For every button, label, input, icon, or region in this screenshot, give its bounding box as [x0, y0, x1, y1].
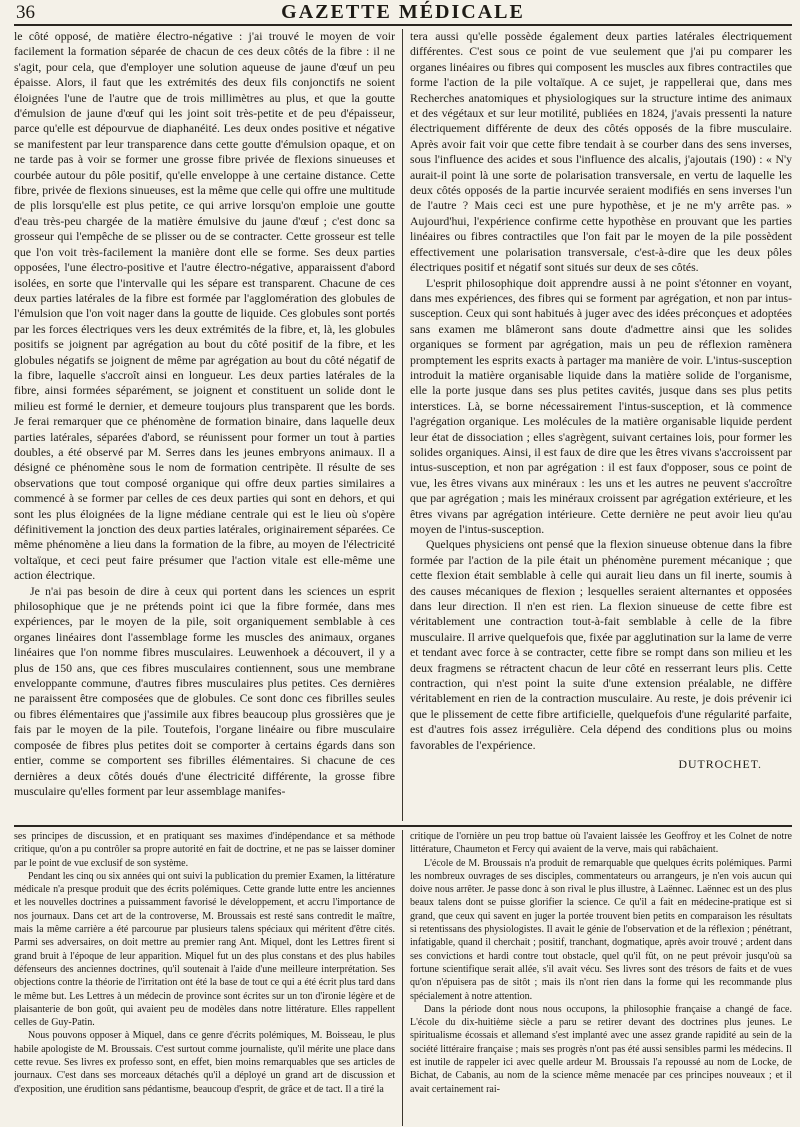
section-divider [14, 825, 792, 827]
review-column-left [14, 830, 403, 1126]
page-number: 36 [16, 2, 35, 23]
paragraph: critique de l'ornière un peu trop battue où l'avaient laissée les Geoffroy et les Colnet de notre littérature, Chaumeton et Fercy qui avaient de la verve, mais qui rabâchaient. [410, 831, 792, 856]
paragraph: tera aussi qu'elle possède également deux parties latérales électriquement différentes. C'est sous ce point de vue seulement que j'ai pu comparer les organes linéaires ou fibres qui composent les muscles aux fibres contractiles que forme l'action de la pile voltaïque. A ce sujet, je rappellerai que, dans mes Recherches anatomiques et physiologiques sur la structure intime des animaux et des végétaux et sur leur motilité, publiées en 1824, j'avais pressenti la nature électriquement différente de deux des côtés opposés de la fibre musculaire. Après avoir fait voir que cette fibre tendait à se courber dans des sens inverses, sous l'influence des acides et sous l'influence des alcalis, j'ajoutais (190) : « N'y aurait-il point là une sorte de polarisation transversale, en vertu de laquelle les deux côtés opposés de la partie incurvée seraient modifiés en sens inverses l'un de l'autre ? Mais ceci est une pure hypothèse, et je ne m'y arrête pas. » Aujourd'hui, l'expérience confirme cette hypothèse en prouvant que les parties linéaires ou fibres contractiles que l'on fait par le moyen de la pile possèdent effectivement une polarisation transversale, c'est-à-dire que les deux pôles électriques positif et négatif sont situés sur deux de ses côtés. [410, 29, 792, 275]
page-header [14, 0, 792, 26]
journal-title: GAZETTE MÉDICALE [281, 1, 525, 23]
article-column-left [14, 29, 403, 821]
paragraph: ses principes de discussion, et en pratiquant ses maximes d'indépendance et sa méthode critique, qu'on a pu contrôler sa propre autorité en fait de doctrine, et ne pas se laisser dominer par le point de vue exclusif de son système. [14, 831, 395, 869]
article-section [14, 29, 792, 821]
paragraph: Nous pouvons opposer à Miquel, dans ce genre d'écrits polémiques, M. Boisseau, le plus habile apologiste de M. Broussais. C'est surtout comme journaliste, qu'il mérite une place dans cette revue. Ses livres ex professo sont, en effet, bien moins remarquables que ses articles de journaux. C'est dans ses morceaux détachés qu'il a déployé un grand art de discussion et d'exposition, une érudition sans pédantisme, beaucoup d'esprit, de grâce et de tact. Il a tiré la [14, 1030, 395, 1095]
paragraph: L'esprit philosophique doit apprendre aussi à ne point s'étonner en voyant, dans mes expériences, des fibres qui se forment par agrégation, et non par intus-susception. Ceux qui sont habitués à juger avec des idées préconçues et adoptées sans examen me blâmeront sans doute d'admettre ainsi que les solides organiques se forment par agrégation, mais un peu de réflexion ramènera promptement les esprits exacts à partager ma manière de voir. L'intus-susception introduit la matière organisable liquide dans la matière solide de l'organisme, elle la porte jusque dans ses plus petites cavités, jusque dans ses plus petits interstices. Là, se borne nécessairement l'intus-susception, et là commence l'agrégation organique. Les molécules de la matière organisable liquide perdent leur état de dissociation ; elles s'agrègent, suivant certaines lois, pour former les solides organiques. Ainsi, il est faux de dire que les êtres vivans s'accroissent par intus-susception, et non par agrégation : il est faux d'opposer, sous ce point de vue, les êtres vivans aux minéraux : les uns et les autres ne peuvent s'accroître que par agrégation ; mais les minéraux croissent par agrégation extérieure, et les êtres vivans par agrégation intérieure. Cette dernière ne peut avoir lieu qu'au moyen de l'intus-susception. [410, 275, 792, 536]
paragraph: Je n'ai pas besoin de dire à ceux qui portent dans les sciences un esprit philosophique que je ne prétends point ici que la fibre formée, dans mes expériences, par le moyen de la pile, soit organiquement semblable à ces organes linéaires dont l'assemblage forme les muscles des animaux, organes linéaires que l'on nomme fibres musculaires. Leuwenhoek a découvert, il y a plus de 150 ans, que ces fibres musculaires contiennent, sous une membrane enveloppante commune, d'autres fibres musculaires plus petites. Ces dernières ne paraissent être composées que de globules. Ce sont donc ces fibrilles seules ou fibres élémentaires que j'assimile aux fibres beaucoup plus grossières que je fais par le moyen de la pile. Toutefois, l'organe linéaire ou fibre musculaire composée de fibres plus petites doit se comporter à certains égards dans son entier, comme se comportent ses fibrilles élémentaires. Si chacune de ces dernières a deux côtés doués d'une électricité différente, la grosse fibre musculaire qu'elles forment par leur assemblage manifes- [14, 583, 395, 798]
paragraph: L'école de M. Broussais n'a produit de remarquable que quelques écrits polémiques. Parmi les nombreux ouvrages de ses disciples, commentateurs ou arrangeurs, je n'en vois aucun qui doive nous arrêter. Je passe donc à son rival le plus illustre, à Laënnec. Laënnec est un des plus beaux talens dont se puisse glorifier la science. Ce qu'il a fait en médecine-pratique est si grand, que ceux qui savent en juger la portée trouvent bien petits en comparaison les résultats si retentissans des physiologistes. Il avait le génie de l'observation et de la réflexion ; pénétrant, infatigable, quand il cherchait ; positif, tranchant, dogmatique, après avoir trouvé ; ardent dans ses convictions et hardi contre tout obstacle, quel qu'il fût, on ne peut prévoir jusqu'où sa fortune scientifique serait allée, s'il avait vécu. Ses livres sont des trésors de faits et de vues qu'on n'épuisera pas de sitôt ; mais ils n'ont rien dans la forme qui les recommande plus spécialement à notre attention. [410, 857, 792, 1002]
paragraph: Pendant les cinq ou six années qui ont suivi la publication du premier Examen, la littérature médicale n'a presque produit que des écrits polémiques. Cette grande lutte entre les anciennes et les nouvelles doctrines a puissamment favorisé le développement, et accru l'importance de nos journaux. Dans cet art de la controverse, M. Broussais est resté sans contredit le maître, mais la même carrière a été parcourue par plusieurs talens spéciaux qui méritent d'être cités. Parmi ses adversaires, on doit mettre au premier rang Ant. Miquel, dont les Lettres firent si grand bruit à l'époque de leur apparition. Miquel fut un des plus constans et des plus habiles défenseurs des anciennes doctrines, qu'il soutenait à l'aide d'une meilleure interprétation. Ses objections contre la théorie de l'irritation ont été la base de tout ce qui a été écrit plus tard dans le même but. Les Lettres à un médecin de province sont écrites sur un ton d'ironie légère et de plaisanterie de bon goût, qui avaient peu de modèles dans notre littérature. Elles rappellent celles de Guy-Patin. [14, 870, 395, 1029]
author-signature: DUTROCHET. [678, 757, 762, 772]
paragraph: Dans la période dont nous nous occupons, la philosophie française a changé de face. L'école du dix-huitième siècle a paru se retirer devant des doctrines plus jeunes. Le spiritualisme écossais et allemand s'est implanté avec une assez grande rapidité au sein de la société littéraire française ; mais ses progrès n'ont pas été aussi sensibles parmi les médecins. Il est inutile de rappeler ici avec quelle ardeur M. Broussais l'a repoussé au nom de Locke, de Bichat, de Cabanis, au nom de la science même menacée par ces principes nouveaux ; et il avait certainement rai- [410, 1003, 792, 1095]
paragraph: Quelques physiciens ont pensé que la flexion sinueuse obtenue dans la fibre formée par l'action de la pile était un phénomène purement mécanique ; que cette flexion était semblable à celle qui aurait lieu dans un fil inerte, soumis à des causes mécaniques de flexion ; lesquelles seraient alternantes et opposées dans leur direction. Il n'en est rien. La flexion sinueuse de cette fibre est véritablement une contraction tout-à-fait semblable à celle de la fibre musculaire. Il arrive quelquefois que, fixée par agglutination sur la lame de verre et tendant avec force à se contracter, cette fibre se rompt dans son milieu et les deux fragmens se rétractent chacun de leur côté en resserrant leurs plis. Cette contraction, qui n'est point la suite d'une extension préalable, ne diffère véritablement en rien de la contraction musculaire. Au reste, je dois prévenir ici que le plissement de cette fibre artificielle, quelquefois d'une régularité parfaite, est d'autres fois assez irrégulière. Cela dépend des conditions plus ou moins favorables de l'expérience. [410, 537, 792, 752]
paragraph: le côté opposé, de matière électro-négative : j'ai trouvé le moyen de voir facilement la formation séparée de chacun de ces deux côtés de la fibre : il ne s'agit, pour cela, que d'employer une solution aqueuse de jaune d'œuf un peu épaisse. Alors, il faut que les extrémités des deux fils conjonctifs ne soient éloignées l'une de l'autre que de trois millimètres au plus, et que la goutte d'émulsion de jaune d'œuf qui les joint soit très-petite et de peu d'épaisseur, parce qu'elle est dépourvue de diaphanéité. Les deux ondes positive et négative se manifestent par leur transparence dans cette goutte d'émulsion opaque, et on ne tarde pas à voir se former une grosse fibre privée de flexions sinueuses et courbée autour du pôle positif, qu'elle enveloppe à une certaine distance. Cette fibre, privée de flexions sinueuses, est la même que celle qui offre une multitude de plis lorsqu'elle est plus petite, ce qui arrive lorsqu'on emploie une goutte d'eau très-peu chargée de la matière émulsive du jaune d'œuf ; c'est donc sa grosseur qui l'empêche de se plisser ou de se contracter. Cette grosseur est telle que l'on voit très-facilement la manière dont elle se forme. Ses deux parties opposées, l'une électro-positive et l'autre électro-négative, apparaissent d'abord isolées, en sorte que l'intervalle qui les sépare est transparent. Chacune de ces deux parties latérales de la fibre est formée par l'agglomération des globules de l'émulsion que l'on voit nager dans la goutte de liquide. Ces globules sont portés par les forces électriques vers les deux extrémités de la fibre, et, là, les globules positifs se joignent par agrégation au bout du côté positif de la fibre, et les globules négatifs se joignent de même par agrégation au bout du côté négatif de la fibre, laquelle s'accroît ainsi en longueur. Les deux parties latérales de la fibre, ainsi formées séparément, se joignent et constituent un solide dont le milieu est formé le dernier, et demeure toujours plus transparent que les bords. Je ferai remarquer que ce phénomène de formation binaire, dans laquelle deux parties latérales, séparées d'abord, se réunissent pour former un tout à parties doubles, a été observé par M. Serres dans les jeunes embryons animaux. Il a désigné ce phénomène sous le nom de formation centripète. Il résulte de ses observations que tout composé organique qui offre deux parties similaires a commencé à se former par celles de ces deux parties qui sont en dehors, et qui sont les plus éloignées de la ligne médiane centrale qui est le lieu où s'opère définitivement la jonction des deux parties latérales, originairement séparées. Ce même phénomène a lieu dans la formation de la fibre, au moyen de l'électricité voltaïque, et ceci peut faire présumer que l'action vitale est elle-même une action électrique. [14, 29, 395, 583]
review-section [14, 830, 792, 1126]
review-column-right [403, 830, 792, 1126]
article-column-right [403, 29, 792, 821]
